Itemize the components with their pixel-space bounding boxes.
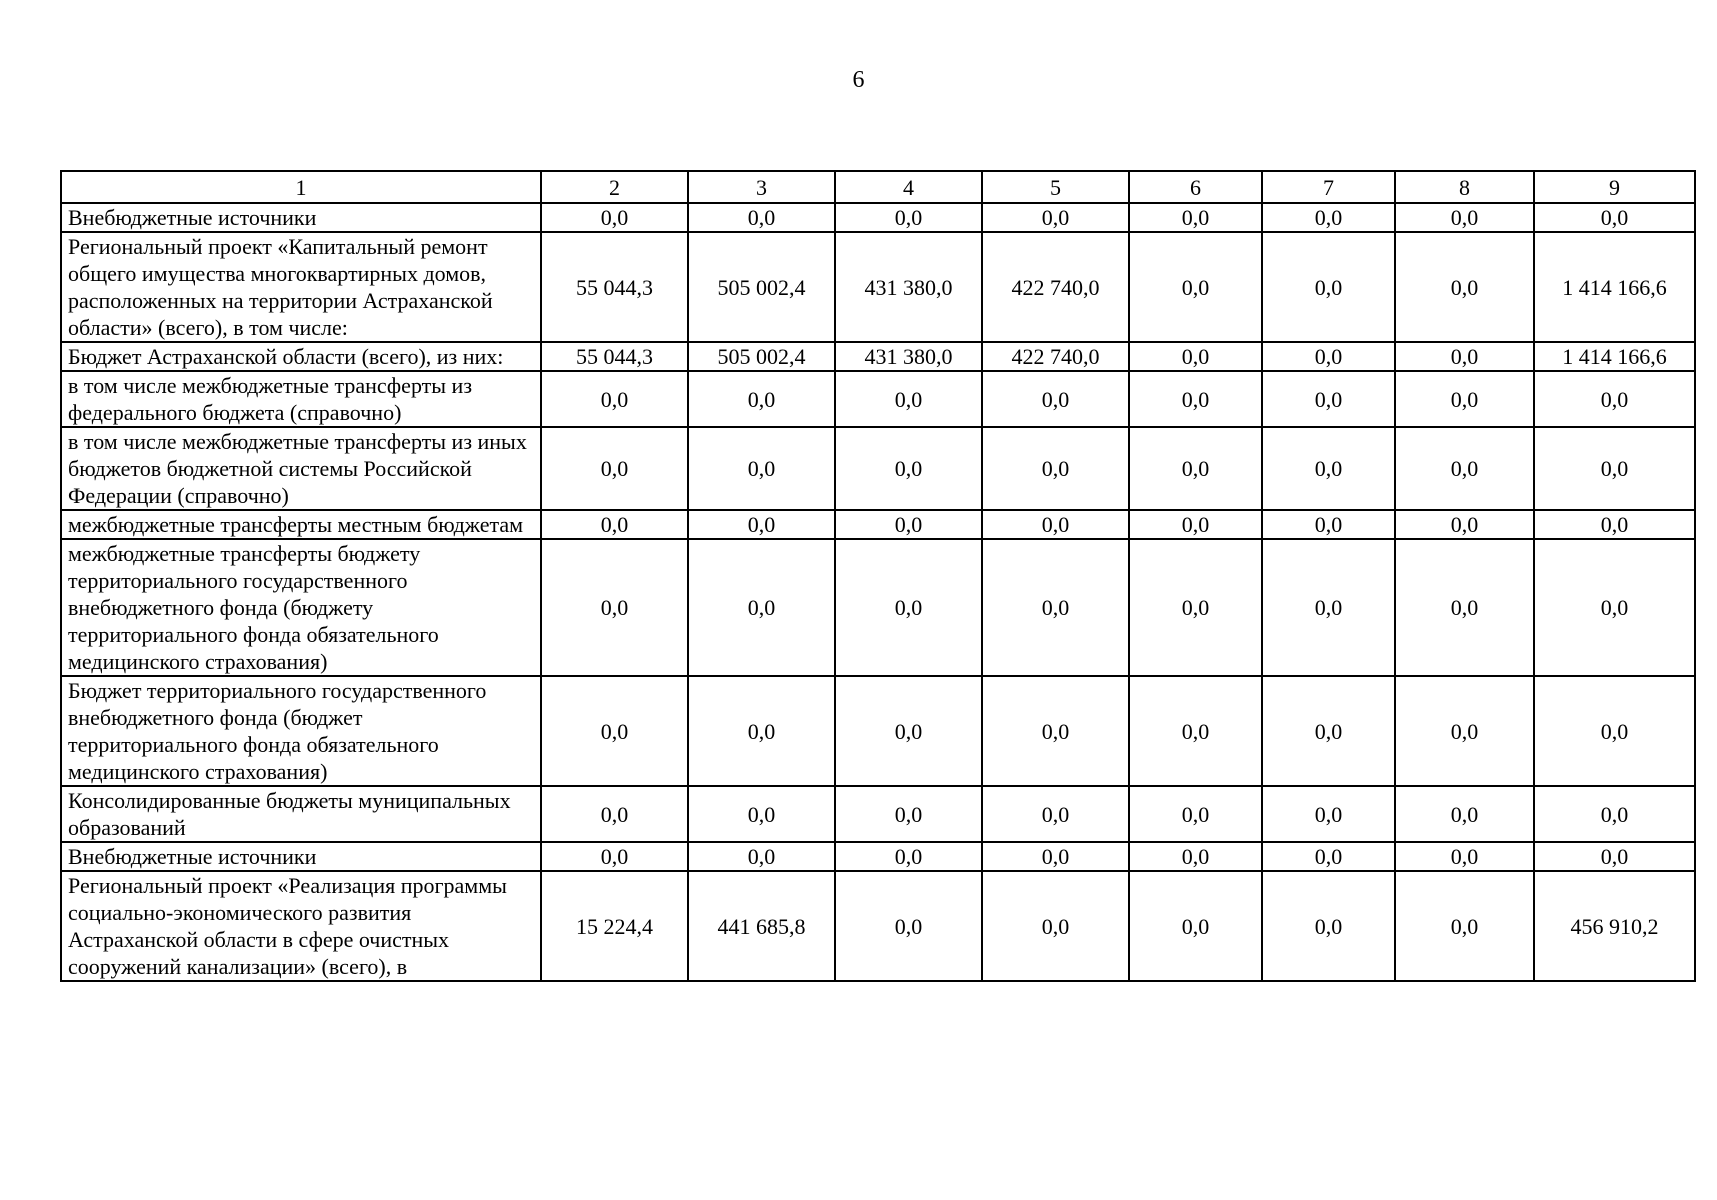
cell-value: 0,0 <box>1129 676 1262 786</box>
cell-value: 0,0 <box>541 676 688 786</box>
cell-value: 0,0 <box>835 871 982 981</box>
cell-value: 0,0 <box>835 510 982 539</box>
cell-value: 0,0 <box>541 842 688 871</box>
cell-value: 0,0 <box>1534 510 1695 539</box>
cell-value: 0,0 <box>1129 427 1262 510</box>
cell-value: 0,0 <box>1262 342 1395 371</box>
table-row <box>61 203 1695 232</box>
cell-value: 0,0 <box>688 539 835 676</box>
table-row <box>61 232 1695 342</box>
cell-value: 0,0 <box>1262 539 1395 676</box>
cell-value: 0,0 <box>835 676 982 786</box>
cell-value: 0,0 <box>541 786 688 842</box>
row-label: межбюджетные трансферты бюджету территориального государственного внебюджетного фонда (бюджету территориального фонда обязательного медицинского страхования) <box>61 539 541 676</box>
cell-value: 0,0 <box>1534 427 1695 510</box>
cell-value: 0,0 <box>835 203 982 232</box>
cell-value: 0,0 <box>835 786 982 842</box>
row-label: Внебюджетные источники <box>61 842 541 871</box>
cell-value: 0,0 <box>1262 232 1395 342</box>
column-header: 4 <box>835 171 982 203</box>
row-label: Бюджет территориального государственного внебюджетного фонда (бюджет территориального фонда обязательного медицинского страхования) <box>61 676 541 786</box>
cell-value: 0,0 <box>541 203 688 232</box>
column-header: 7 <box>1262 171 1395 203</box>
table-row <box>61 842 1695 871</box>
cell-value: 0,0 <box>835 371 982 427</box>
table-row <box>61 676 1695 786</box>
cell-value: 0,0 <box>1262 871 1395 981</box>
row-label: в том числе межбюджетные трансферты из иных бюджетов бюджетной системы Российской Федерации (справочно) <box>61 427 541 510</box>
cell-value: 0,0 <box>1395 203 1534 232</box>
cell-value: 0,0 <box>688 676 835 786</box>
cell-value: 1 414 166,6 <box>1534 342 1695 371</box>
cell-value: 0,0 <box>1262 786 1395 842</box>
row-label: Региональный проект «Реализация программы социально-экономического развития Астраханской области в сфере очистных сооружений канализации» (всего), в <box>61 871 541 981</box>
cell-value: 0,0 <box>541 371 688 427</box>
cell-value: 422 740,0 <box>982 342 1129 371</box>
cell-value: 0,0 <box>1395 871 1534 981</box>
cell-value: 456 910,2 <box>1534 871 1695 981</box>
cell-value: 0,0 <box>541 427 688 510</box>
column-header: 3 <box>688 171 835 203</box>
cell-value: 55 044,3 <box>541 232 688 342</box>
cell-value: 0,0 <box>982 842 1129 871</box>
row-label: Региональный проект «Капитальный ремонт общего имущества многоквартирных домов, расположенных на территории Астраханской области» (всего), в том числе: <box>61 232 541 342</box>
cell-value: 0,0 <box>1129 510 1262 539</box>
cell-value: 0,0 <box>1395 232 1534 342</box>
cell-value: 0,0 <box>982 510 1129 539</box>
cell-value: 0,0 <box>1129 871 1262 981</box>
table-row <box>61 371 1695 427</box>
cell-value: 0,0 <box>982 676 1129 786</box>
budget-table <box>60 170 1696 982</box>
table-row <box>61 539 1695 676</box>
cell-value: 422 740,0 <box>982 232 1129 342</box>
cell-value: 0,0 <box>688 427 835 510</box>
cell-value: 0,0 <box>1395 842 1534 871</box>
cell-value: 0,0 <box>541 510 688 539</box>
cell-value: 0,0 <box>1262 203 1395 232</box>
cell-value: 0,0 <box>1262 842 1395 871</box>
cell-value: 0,0 <box>688 510 835 539</box>
cell-value: 505 002,4 <box>688 232 835 342</box>
cell-value: 0,0 <box>1534 786 1695 842</box>
cell-value: 431 380,0 <box>835 232 982 342</box>
cell-value: 0,0 <box>1129 342 1262 371</box>
cell-value: 0,0 <box>688 786 835 842</box>
cell-value: 0,0 <box>1395 786 1534 842</box>
cell-value: 0,0 <box>1395 510 1534 539</box>
cell-value: 0,0 <box>1262 371 1395 427</box>
cell-value: 0,0 <box>1534 203 1695 232</box>
cell-value: 0,0 <box>1262 510 1395 539</box>
column-header: 9 <box>1534 171 1695 203</box>
cell-value: 0,0 <box>982 427 1129 510</box>
table-row <box>61 871 1695 981</box>
cell-value: 0,0 <box>835 427 982 510</box>
table-row <box>61 342 1695 371</box>
cell-value: 55 044,3 <box>541 342 688 371</box>
cell-value: 505 002,4 <box>688 342 835 371</box>
cell-value: 0,0 <box>982 371 1129 427</box>
cell-value: 0,0 <box>1395 342 1534 371</box>
cell-value: 0,0 <box>1129 232 1262 342</box>
cell-value: 431 380,0 <box>835 342 982 371</box>
cell-value: 0,0 <box>1395 427 1534 510</box>
cell-value: 0,0 <box>1262 427 1395 510</box>
cell-value: 0,0 <box>688 842 835 871</box>
cell-value: 0,0 <box>1534 371 1695 427</box>
cell-value: 0,0 <box>688 371 835 427</box>
cell-value: 0,0 <box>1262 676 1395 786</box>
cell-value: 441 685,8 <box>688 871 835 981</box>
cell-value: 0,0 <box>982 203 1129 232</box>
cell-value: 0,0 <box>1129 203 1262 232</box>
column-header: 8 <box>1395 171 1534 203</box>
column-header: 1 <box>61 171 541 203</box>
table-row <box>61 510 1695 539</box>
row-label: в том числе межбюджетные трансферты из федерального бюджета (справочно) <box>61 371 541 427</box>
cell-value: 0,0 <box>982 539 1129 676</box>
page-number: 6 <box>852 67 865 93</box>
cell-value: 0,0 <box>1395 539 1534 676</box>
cell-value: 1 414 166,6 <box>1534 232 1695 342</box>
cell-value: 0,0 <box>982 871 1129 981</box>
row-label: Внебюджетные источники <box>61 203 541 232</box>
cell-value: 0,0 <box>541 539 688 676</box>
column-number-row <box>61 171 1695 203</box>
cell-value: 0,0 <box>688 203 835 232</box>
cell-value: 0,0 <box>1129 539 1262 676</box>
row-label: межбюджетные трансферты местным бюджетам <box>61 510 541 539</box>
row-label: Консолидированные бюджеты муниципальных образований <box>61 786 541 842</box>
cell-value: 0,0 <box>1129 842 1262 871</box>
row-label: Бюджет Астраханской области (всего), из них: <box>61 342 541 371</box>
table-body <box>61 203 1695 981</box>
column-header: 6 <box>1129 171 1262 203</box>
cell-value: 0,0 <box>1534 676 1695 786</box>
table-row <box>61 786 1695 842</box>
cell-value: 0,0 <box>1534 842 1695 871</box>
cell-value: 0,0 <box>1129 371 1262 427</box>
cell-value: 0,0 <box>835 539 982 676</box>
table-row <box>61 427 1695 510</box>
cell-value: 15 224,4 <box>541 871 688 981</box>
column-header: 5 <box>982 171 1129 203</box>
cell-value: 0,0 <box>1395 676 1534 786</box>
cell-value: 0,0 <box>1129 786 1262 842</box>
column-header: 2 <box>541 171 688 203</box>
cell-value: 0,0 <box>1534 539 1695 676</box>
cell-value: 0,0 <box>835 842 982 871</box>
cell-value: 0,0 <box>1395 371 1534 427</box>
cell-value: 0,0 <box>982 786 1129 842</box>
